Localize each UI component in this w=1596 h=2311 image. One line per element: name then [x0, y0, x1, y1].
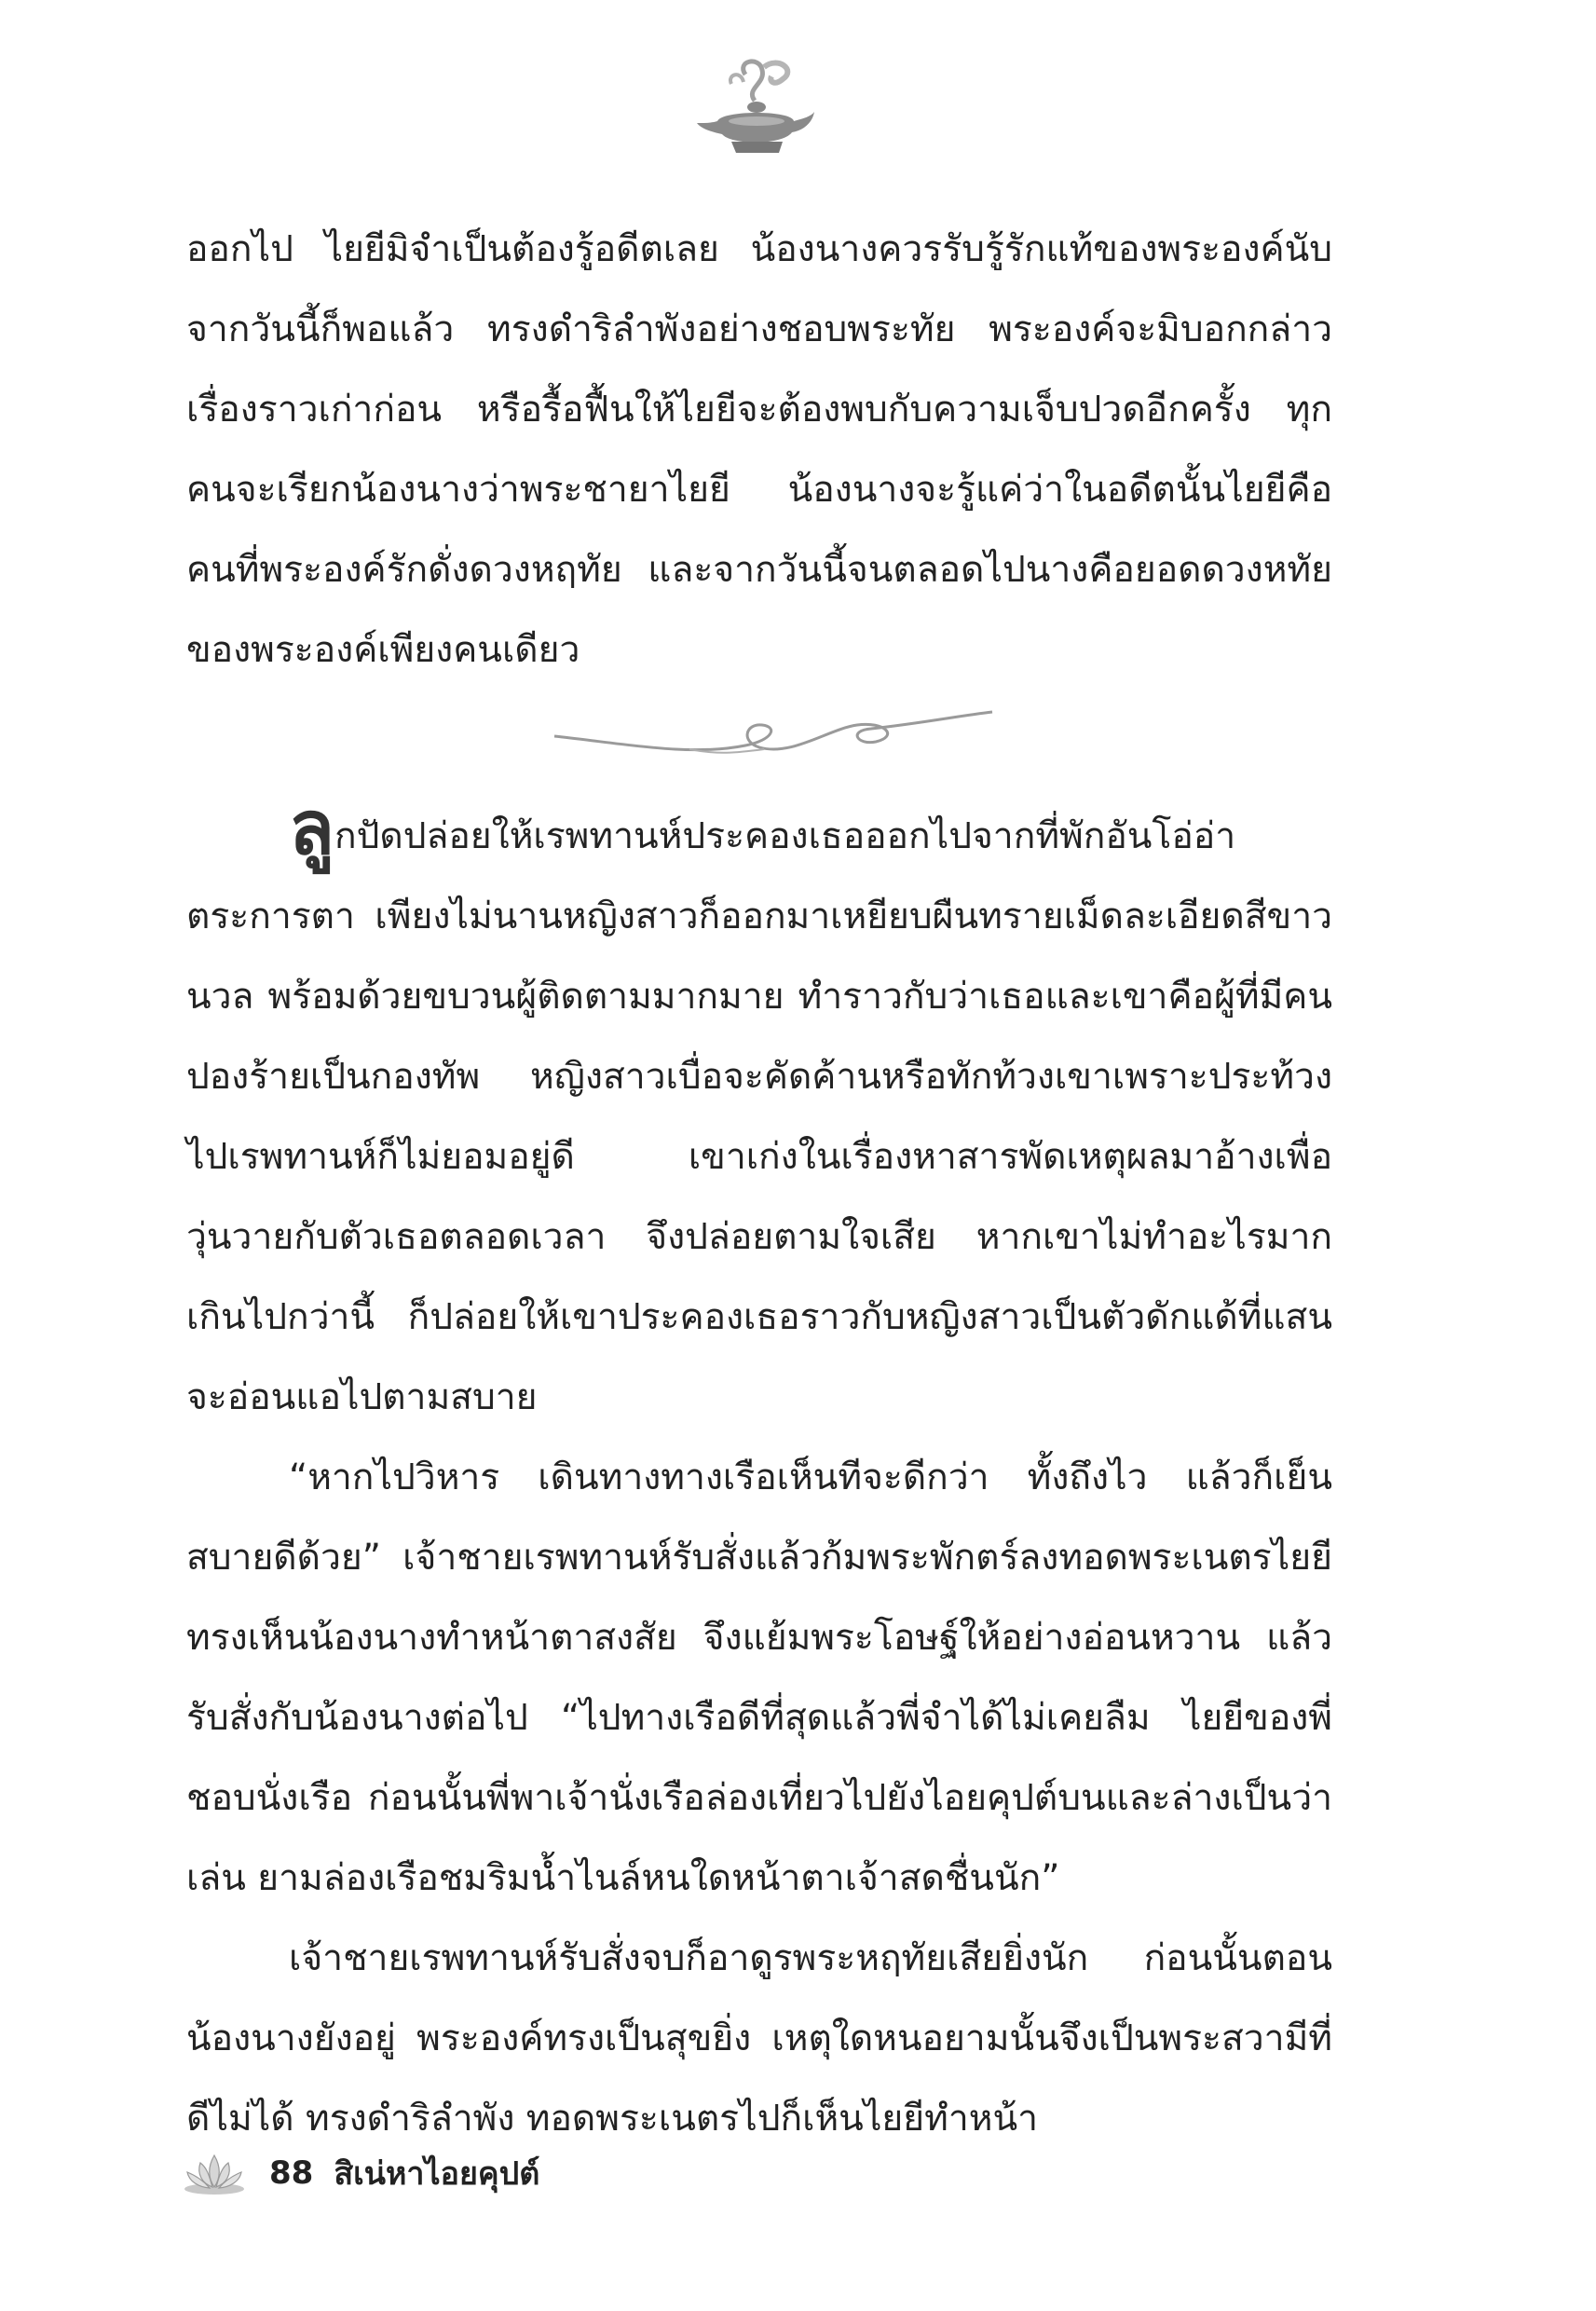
paragraph: “หากไปวิหาร เดินทางทางเรือเห็นทีจะดีกว่า ทั้งถึงไว แล้วก็เย็นสบายดีด้วย” เจ้าชายเรพทานห์รับสั่งแล้วก้มพระพักตร์ลงทอดพระเนตรไยยี ทรงเห็นน้องนางทำหน้าตาสงสัย จึงแย้มพระโอษฐ์ให้อย่างอ่อนหวาน แล้วรับสั่งกับน้องนางต่อไป “ไปทางเรือดีที่สุดแล้วพี่จำได้ไม่เคยลืม ไยยีของพี่ชอบนั่งเรือ ก่อนนั้นพี่พาเจ้านั่งเรือล่องเที่ยวไปยังไอยคุปต์บนและล่างเป็นว่าเล่น ยามล่องเรือชมริมน้ำไนล์หนใดหน้าตาเจ้าสดชื่นนัก”: [186, 1456, 1332, 1899]
main-text-block: [186, 785, 1332, 2159]
page-footer: [182, 2145, 539, 2201]
paragraph-first: [186, 785, 1332, 1438]
genie-lamp-icon: [689, 56, 820, 168]
paragraph-first-text: กปัดปล่อยให้เรพทานห์ประคองเธอออกไปจากที่พักอันโอ่อ่าตระการตา เพียงไม่นานหญิงสาวก็ออกมาเหยียบผืนทรายเม็ดละเอียดสีขาวนวล พร้อมด้วยขบวนผู้ติดตามมากมาย ทำราวกับว่าเธอและเขาคือผู้ที่มีคนปองร้ายเป็นกองทัพ หญิงสาวเบื่อจะคัดค้านหรือทักท้วงเขาเพราะประท้วงไปเรพทานห์ก็ไม่ยอมอยู่ดี เขาเก่งในเรื่องหาสารพัดเหตุผลมาอ้างเพื่อวุ่นวายกับตัวเธอตลอดเวลา จึงปล่อยตามใจเสีย หากเขาไม่ทำอะไรมากเกินไปกว่านี้ ก็ปล่อยให้เขาประคองเธอราวกับหญิงสาวเป็นตัวดักแด้ที่แสนจะอ่อนแอไปตามสบาย: [186, 815, 1332, 1418]
paragraph: เจ้าชายเรพทานห์รับสั่งจบก็อาดูรพระหฤทัยเสียยิ่งนัก ก่อนนั้นตอนน้องนางยังอยู่ พระองค์ทรงเป็นสุขยิ่ง เหตุใดหนอยามนั้นจึงเป็นพระสวามีที่ดีไม่ได้ ทรงดำริลำพัง ทอดพระเนตรไปก็เห็นไยยีทำหน้า: [186, 1937, 1332, 2140]
lotus-icon: [182, 2150, 247, 2196]
flourish-divider-icon: [550, 708, 997, 764]
drop-cap: ลู: [289, 785, 335, 871]
paragraph-continuation: ออกไป ไยยีมิจำเป็นต้องรู้อดีตเลย น้องนางควรรับรู้รักแท้ของพระองค์นับจากวันนี้ก็พอแล้ว ทรงดำริลำพังอย่างชอบพระทัย พระองค์จะมิบอกกล่าวเรื่องราวเก่าก่อน หรือรื้อฟื้นให้ไยยีจะต้องพบกับความเจ็บปวดอีกครั้ง ทุกคนจะเรียกน้องนางว่าพระชายาไยยี น้องนางจะรู้แค่ว่าในอดีตนั้นไยยีคือคนที่พระองค์รักดั่งดวงหฤทัย และจากวันนี้จนตลอดไปนางคือยอดดวงหทัยของพระองค์เพียงคนเดียว: [186, 228, 1332, 671]
book-title: สิเน่หาไอยคุปต์: [334, 2155, 540, 2193]
upper-text-block: [186, 210, 1332, 691]
page-number: 88: [269, 2154, 314, 2192]
